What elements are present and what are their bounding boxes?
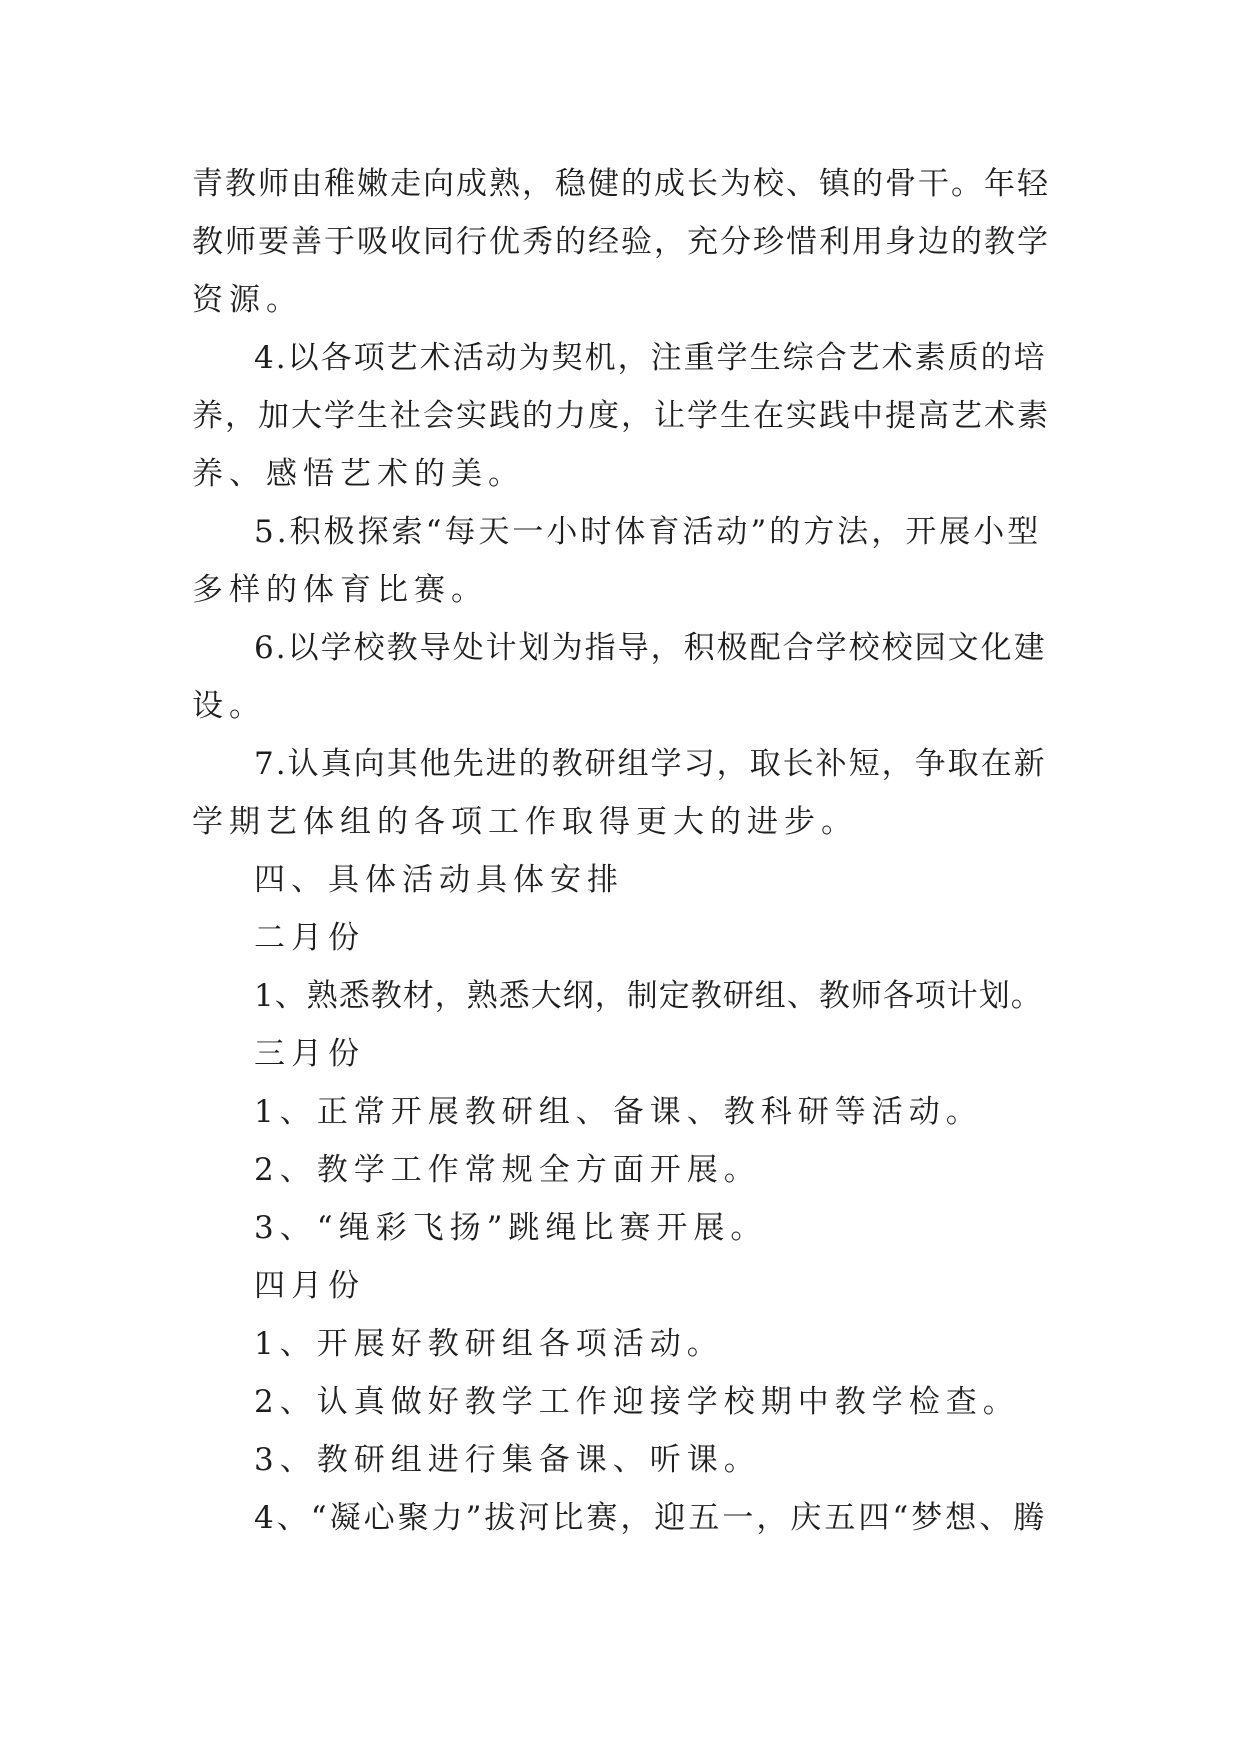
text-line: 养，加大学生社会实践的力度，让学生在实践中提高艺术素 <box>192 398 1050 434</box>
section-heading: 四、具体活动具体安排 <box>254 862 624 898</box>
month-heading: 四月份 <box>254 1268 365 1304</box>
text-line: 5.积极探索“每天一小时体育活动”的方法，开展小型 <box>254 514 1042 550</box>
month-heading: 三月份 <box>254 1036 365 1072</box>
text-line: 养、感悟艺术的美。 <box>192 456 525 492</box>
text-line: 多样的体育比赛。 <box>192 572 488 608</box>
list-item: 3、教研组进行集备课、听课。 <box>254 1442 761 1478</box>
text-line: 6.以学校教导处计划为指导，积极配合学校校园文化建 <box>254 630 1047 666</box>
list-item: 4、“凝心聚力”拔河比赛，迎五一，庆五四“梦想、腾 <box>254 1500 1048 1536</box>
list-item: 1、开展好教研组各项活动。 <box>254 1326 724 1362</box>
text-line: 7.认真向其他先进的教研组学习，取长补短，争取在新 <box>254 746 1047 782</box>
list-item: 1、正常开展教研组、备课、教科研等活动。 <box>254 1094 983 1130</box>
text-line: 教师要善于吸收同行优秀的经验，充分珍惜利用身边的教学 <box>192 224 1050 260</box>
text-line: 青教师由稚嫩走向成熟，稳健的成长为校、镇的骨干。年轻 <box>192 166 1050 202</box>
list-item: 3、“绳彩飞扬”跳绳比赛开展。 <box>254 1210 768 1246</box>
list-item: 2、认真做好教学工作迎接学校期中教学检查。 <box>254 1384 1020 1420</box>
text-line: 设。 <box>192 688 266 724</box>
list-item: 2、教学工作常规全方面开展。 <box>254 1152 761 1188</box>
text-line: 资源。 <box>192 282 303 318</box>
text-line: 学期艺体组的各项工作取得更大的进步。 <box>192 804 858 840</box>
month-heading: 二月份 <box>254 920 365 956</box>
text-line: 4.以各项艺术活动为契机，注重学生综合艺术素质的培 <box>254 340 1047 376</box>
list-item: 1、熟悉教材，熟悉大纲，制定教研组、教师各项计划。 <box>254 978 1043 1014</box>
